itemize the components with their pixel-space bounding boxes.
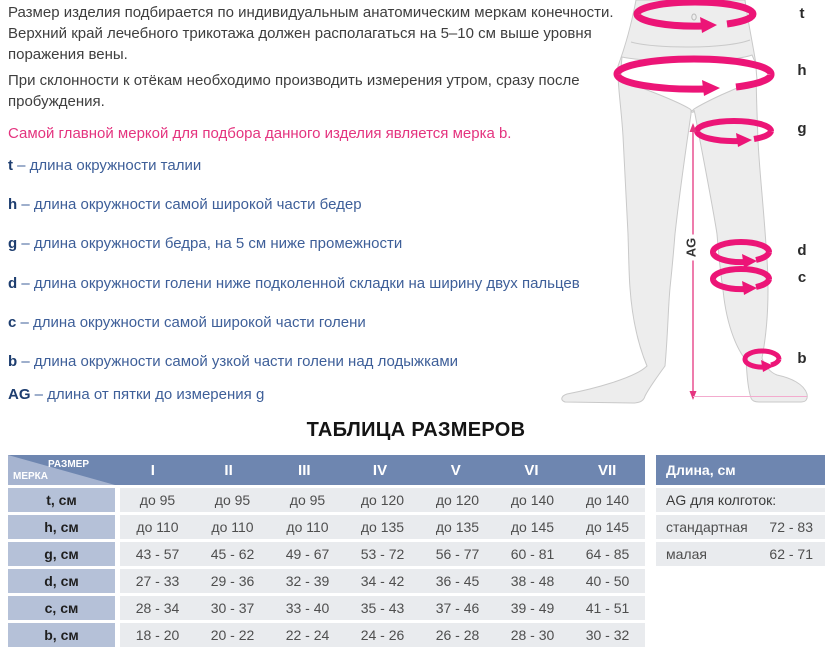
corner-label-size: РАЗМЕР xyxy=(48,459,89,470)
measurement-letter: c xyxy=(8,314,17,331)
size-table xyxy=(8,455,645,647)
size-column-headers xyxy=(115,455,645,485)
measurement-description: – длина окружности самой широкой части бедер xyxy=(17,196,362,213)
size-value-cell: до 140 xyxy=(585,492,630,508)
length-panel-row xyxy=(656,542,825,566)
size-value-cell: 30 - 32 xyxy=(585,627,630,643)
size-value-cell: до 135 xyxy=(360,519,405,535)
size-column-header: III xyxy=(298,461,311,479)
diagram-label-b: b xyxy=(797,350,807,367)
intro-paragraph-2: При склонности к отёкам необходимо производить измерения утром, сразу после пробуждения. xyxy=(8,72,580,110)
measurement-letter: b xyxy=(8,353,18,370)
diagram-label-c: c xyxy=(797,269,807,286)
size-value-cell: до 95 xyxy=(139,492,176,508)
size-value-cell: 28 - 30 xyxy=(510,627,555,643)
size-value-cell: 64 - 85 xyxy=(585,546,630,562)
length-row-label: стандартная xyxy=(666,519,748,535)
size-value-cell: 41 - 51 xyxy=(585,600,630,616)
size-table-row xyxy=(8,515,645,539)
size-value-cell: 33 - 40 xyxy=(285,600,330,616)
size-value-cell: до 110 xyxy=(136,519,179,535)
size-value-cell: 24 - 26 xyxy=(360,627,405,643)
row-values-band xyxy=(120,542,645,566)
size-value-cell: до 95 xyxy=(289,492,326,508)
size-value-cell: до 95 xyxy=(214,492,251,508)
row-label: b, см xyxy=(8,623,115,647)
legs-measurement-diagram xyxy=(555,0,832,410)
size-table-header xyxy=(8,455,645,485)
measurement-item xyxy=(8,353,458,370)
row-label: h, см xyxy=(8,515,115,539)
row-values-band xyxy=(120,515,645,539)
measurement-item xyxy=(8,314,366,331)
measurement-description: – длина от пятки до измерения g xyxy=(30,386,265,403)
size-value-cell: 27 - 33 xyxy=(135,573,180,589)
row-values-band xyxy=(120,596,645,620)
size-value-cell: 34 - 42 xyxy=(360,573,405,589)
size-table-row xyxy=(8,596,645,620)
measurement-description: – длина окружности самой широкой части голени xyxy=(16,314,366,331)
size-value-cell: 53 - 72 xyxy=(360,546,405,562)
size-column-header: I xyxy=(150,461,155,479)
size-value-cell: до 135 xyxy=(435,519,480,535)
row-label: g, см xyxy=(8,542,115,566)
length-panel-subtitle: AG для колготок: xyxy=(656,488,825,512)
size-table-row xyxy=(8,542,645,566)
size-value-cell: до 120 xyxy=(435,492,480,508)
size-value-cell: до 110 xyxy=(286,519,329,535)
size-value-cell: 56 - 77 xyxy=(435,546,480,562)
size-value-cell: 43 - 57 xyxy=(135,546,180,562)
length-row-value: 72 - 83 xyxy=(769,519,813,535)
measurement-letter: t xyxy=(8,157,13,174)
measurement-item xyxy=(8,386,264,403)
row-values-band xyxy=(120,488,645,512)
measurement-letter: AG xyxy=(8,386,31,403)
size-value-cell: 60 - 81 xyxy=(510,546,555,562)
row-values-band xyxy=(120,569,645,593)
size-column-header: VII xyxy=(598,461,617,479)
intro-text-block xyxy=(8,2,630,144)
measurement-letter: h xyxy=(8,196,18,213)
size-column-header: V xyxy=(450,461,461,479)
size-value-cell: 39 - 49 xyxy=(510,600,555,616)
size-value-cell: 29 - 36 xyxy=(210,573,255,589)
measurement-description: – длина окружности самой узкой части голени над лодыжками xyxy=(17,353,459,370)
row-label: d, см xyxy=(8,569,115,593)
size-value-cell: до 145 xyxy=(510,519,555,535)
size-table-body xyxy=(8,488,645,647)
size-value-cell: до 145 xyxy=(585,519,630,535)
measurement-description: – длина окружности талии xyxy=(13,157,202,174)
size-column-header: II xyxy=(224,461,233,479)
size-value-cell: 36 - 45 xyxy=(435,573,480,589)
measurement-description: – длина окружности бедра, на 5 см ниже промежности xyxy=(17,235,403,252)
row-values-band xyxy=(120,623,645,647)
diagram-label-t: t xyxy=(799,5,805,22)
length-row-value: 62 - 71 xyxy=(769,546,813,562)
length-panel-header: Длина, см xyxy=(656,455,825,485)
size-table-row xyxy=(8,623,645,647)
measurement-description: – длина окружности голени ниже подколенной складки на ширину двух пальцев xyxy=(17,275,580,292)
size-value-cell: 18 - 20 xyxy=(135,627,180,643)
measurement-item xyxy=(8,157,201,174)
size-value-cell: 35 - 43 xyxy=(360,600,405,616)
size-value-cell: 32 - 39 xyxy=(285,573,330,589)
size-column-header: IV xyxy=(372,461,388,479)
size-column-header: VI xyxy=(524,461,539,479)
size-value-cell: 49 - 67 xyxy=(285,546,330,562)
size-value-cell: 28 - 34 xyxy=(135,600,180,616)
measurement-item xyxy=(8,275,580,292)
length-row-label: малая xyxy=(666,546,707,562)
diagram-label-d: d xyxy=(797,242,807,259)
intro-paragraph-1: Размер изделия подбирается по индивидуальным анатомическим меркам конечности. Верхний край лечебного трикотажа должен располагаться на 5–10 см выше уровня поражения вены. xyxy=(8,4,614,63)
size-value-cell: 37 - 46 xyxy=(435,600,480,616)
size-table-corner-cell xyxy=(8,455,115,485)
size-value-cell: до 110 xyxy=(211,519,254,535)
size-table-row xyxy=(8,488,645,512)
ag-axis-label: AG xyxy=(684,235,699,261)
size-value-cell: 30 - 37 xyxy=(210,600,255,616)
diagram-label-g: g xyxy=(797,120,807,137)
size-value-cell: 20 - 22 xyxy=(210,627,255,643)
size-value-cell: 22 - 24 xyxy=(285,627,330,643)
row-label: c, см xyxy=(8,596,115,620)
size-table-row xyxy=(8,569,645,593)
length-panel-row xyxy=(656,515,825,539)
row-label: t, см xyxy=(8,488,115,512)
measurement-letter: g xyxy=(8,235,18,252)
size-value-cell: 40 - 50 xyxy=(585,573,630,589)
size-value-cell: 38 - 48 xyxy=(510,573,555,589)
size-value-cell: до 120 xyxy=(360,492,405,508)
corner-label-measure: МЕРКА xyxy=(13,471,48,482)
size-value-cell: 45 - 62 xyxy=(210,546,255,562)
length-panel xyxy=(656,455,825,566)
measurement-item xyxy=(8,235,402,252)
size-value-cell: 26 - 28 xyxy=(435,627,480,643)
measurement-item xyxy=(8,196,362,213)
length-panel-rows xyxy=(656,515,825,566)
size-value-cell: до 140 xyxy=(510,492,555,508)
diagram-label-h: h xyxy=(797,62,807,79)
measurement-letter: d xyxy=(8,275,18,292)
intro-paragraph-highlight: Самой главной меркой для подбора данного изделия является мерка b. xyxy=(8,125,512,142)
size-table-title: ТАБЛИЦА РАЗМЕРОВ xyxy=(306,419,526,441)
